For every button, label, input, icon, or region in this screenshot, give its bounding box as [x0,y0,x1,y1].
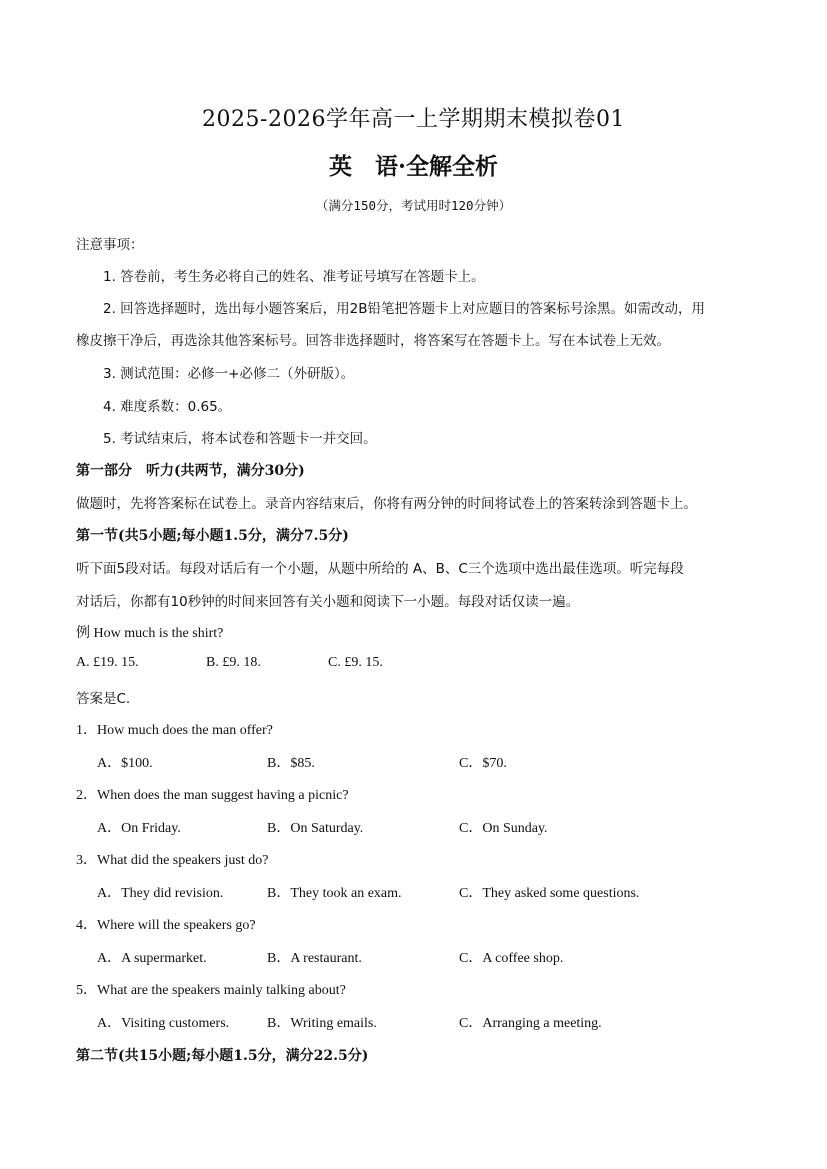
question-1-option-b: B．$85. [267,756,315,771]
example-option-a: A. £19. 15. [76,655,139,670]
section2-heading: 第二节(共15小题;每小题1.5分，满分22.5分) [76,1048,369,1064]
question-3-option-c: C．They asked some questions. [459,886,640,901]
notice-item-2-cont: 橡皮擦干净后，再选涂其他答案标号。回答非选择题时，将答案写在答题卡上。写在本试卷上无效。 [76,333,670,349]
notice-item-5: 5. 考试结束后，将本试卷和答题卡一并交回。 [103,431,377,447]
question-1-option-c: C．$70. [459,756,507,771]
example-question: 例 How much is the shirt? [76,626,224,641]
question-3-option-b: B．They took an exam. [267,886,402,901]
example-option-c: C. £9. 15. [328,655,383,670]
section1-instruction-1: 听下面5段对话。每段对话后有一个小题，从题中所给的 A、B、C三个选项中选出最佳选项。听完每段 [76,561,684,577]
exam-title: 2025-2026学年高一上学期期末模拟卷01 [202,107,625,132]
question-2-option-a: A．On Friday. [97,821,181,836]
notice-item-2: 2. 回答选择题时，选出每小题答案后，用2B铅笔把答题卡上对应题目的答案标号涂黑。如需改动，用 [103,301,706,317]
question-2-option-c: C．On Sunday. [459,821,548,836]
notice-item-4: 4. 难度系数：0.65。 [103,399,232,415]
notice-item-3: 3. 测试范围：必修一+必修二（外研版）。 [103,366,355,382]
part1-heading: 第一部分 听力(共两节，满分30分) [76,463,305,479]
question-4: 4．Where will the speakers go? [76,918,256,933]
full-marks-note: （满分150分，考试用时120分钟） [315,198,512,213]
question-1: 1．How much does the man offer? [76,723,273,738]
question-2-option-b: B．On Saturday. [267,821,364,836]
section1-instruction-2: 对话后，你都有10秒钟的时间来回答有关小题和阅读下一小题。每段对话仅读一遍。 [76,594,580,610]
question-1-option-a: A．$100. [97,756,153,771]
example-answer: 答案是C. [76,691,131,707]
question-2: 2．When does the man suggest having a picnic? [76,788,349,803]
question-4-option-a: A．A supermarket. [97,951,207,966]
part1-intro: 做题时，先将答案标在试卷上。录音内容结束后，你将有两分钟的时间将试卷上的答案转涂到答题卡上。 [76,496,697,512]
notice-heading: 注意事项： [76,237,144,253]
example-option-b: B. £9. 18. [206,655,261,670]
question-3-option-a: A．They did revision. [97,886,224,901]
question-5: 5．What are the speakers mainly talking about? [76,983,346,998]
notice-item-1: 1. 答卷前，考生务必将自己的姓名、准考证号填写在答题卡上。 [103,269,485,285]
exam-subtitle: 英 语·全解全析 [328,153,498,180]
question-5-option-a: A．Visiting customers. [97,1016,230,1031]
question-4-option-b: B．A restaurant. [267,951,362,966]
question-3: 3．What did the speakers just do? [76,853,269,868]
question-4-option-c: C．A coffee shop. [459,951,564,966]
question-5-option-b: B．Writing emails. [267,1016,377,1031]
question-5-option-c: C．Arranging a meeting. [459,1016,602,1031]
section1-heading: 第一节(共5小题;每小题1.5分，满分7.5分) [76,528,349,544]
